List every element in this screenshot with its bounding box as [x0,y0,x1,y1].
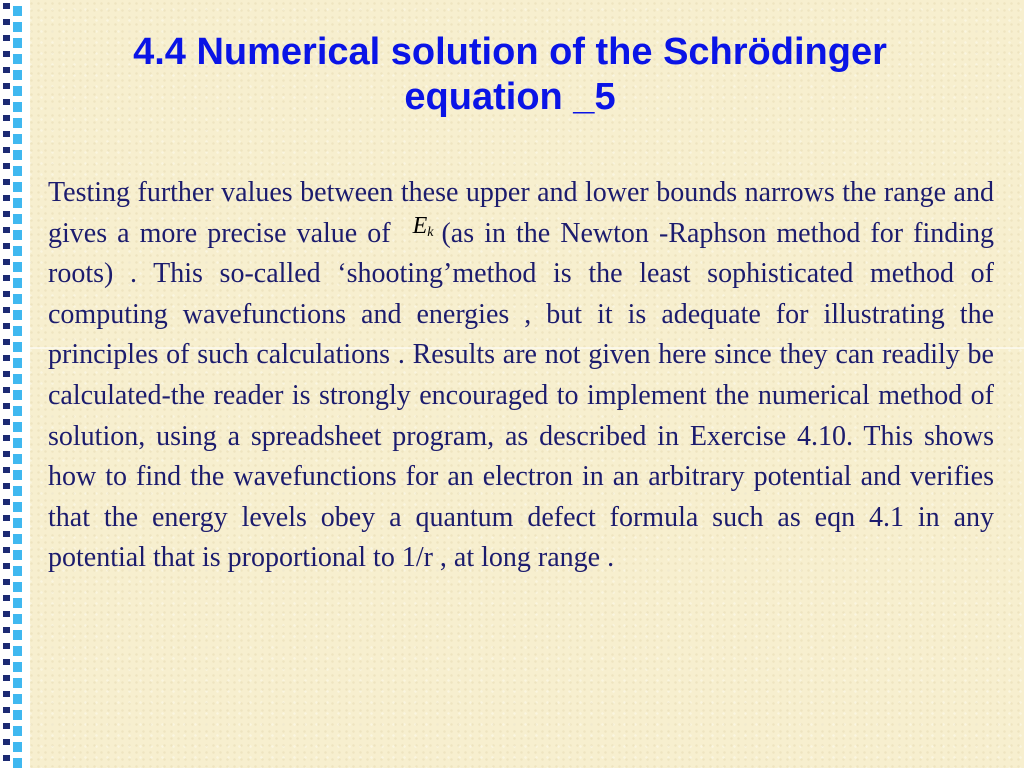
energy-symbol-ek [413,214,434,240]
paragraph-text-before-symbol: Testing further values between these upper and lower bounds narrows the range and gives a more precise value of [48,177,994,249]
decorative-left-border [0,0,30,768]
slide-title [40,30,980,120]
slide-title-line2: equation _5 [404,76,616,118]
body-paragraph [48,173,994,579]
energy-symbol-subscript: k [427,224,434,240]
energy-symbol-base: E [412,212,428,239]
slide-title-line1: 4.4 Numerical solution of the Schrödinger [133,31,887,73]
paragraph-text-after-symbol: (as in the Newton -Raphson method for finding roots) . This so-called ‘shooting’method is the least sophisticated method of computing wavefunctions and energies , but it is adequate for illustrating the principles of such calculations . Results are not given here since they can readily be calculated-the reader is strongly encouraged to implement the numerical method of solution, using a spreadsheet program, as described in Exercise 4.10. This shows how to find the wavefunctions for an electron in an arbitrary potential and verifies that the energy levels obey a quantum defect formula such as eqn 4.1 in any potential that is proportional to 1/r , at long range . [48,217,995,574]
